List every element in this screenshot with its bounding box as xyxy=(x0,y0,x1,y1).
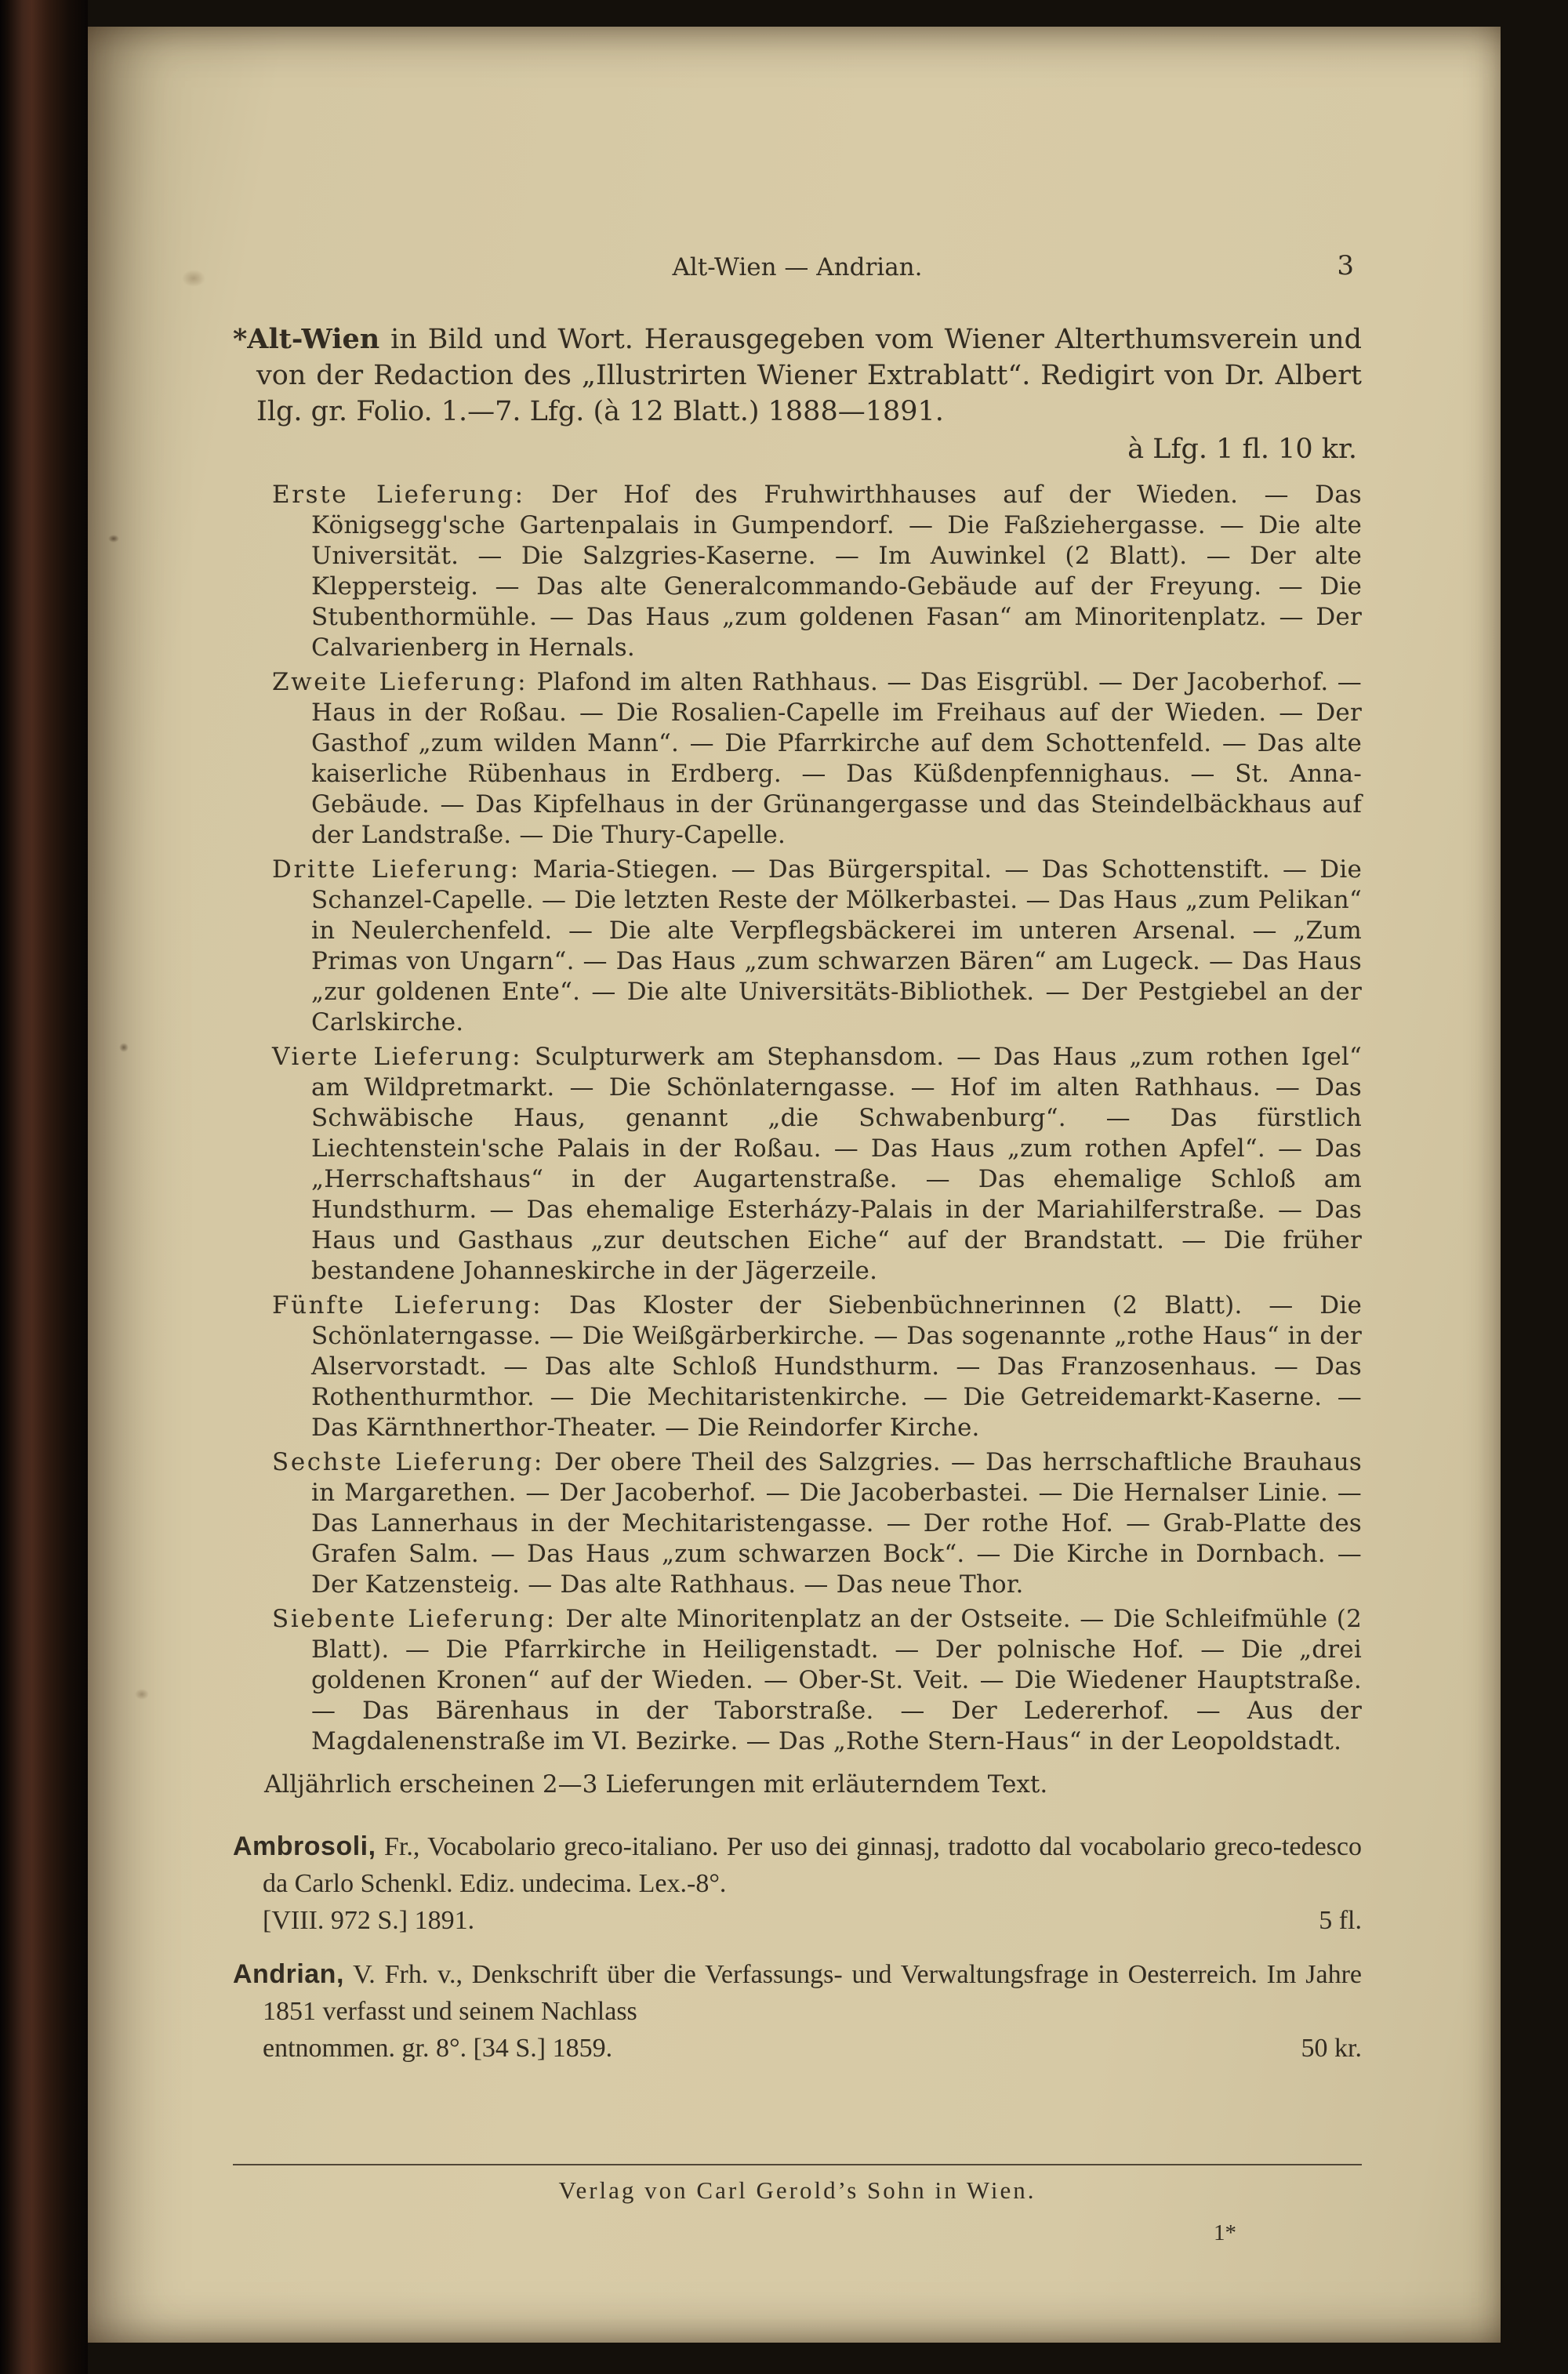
entry-andrian-price: 50 kr. xyxy=(1301,2034,1362,2063)
entry-alt-wien xyxy=(233,321,1362,430)
entry-alt-wien-headword: *Alt-Wien xyxy=(233,323,380,355)
entry-andrian-lastline xyxy=(233,2030,1362,2067)
page-number: 3 xyxy=(1337,250,1354,281)
lieferung-1-text: Der Hof des Fruhwirthhauses auf der Wieden. — Das Königsegg'sche Gartenpalais in Gumpendorf. — Die Faßziehergasse. — Die alte Universität. — Die Salzgries-Kaserne. — Im Auwinkel (2 Blatt). — Der alte Kleppersteig. — Das alte Generalcommando-Gebäude auf der Freyung. — Die Stubenthormühle. — Das Haus „zum goldenen Fasan“ am Minoritenplatz. — Der Calvarienberg in Hernals. xyxy=(311,481,1362,662)
lieferung-4-text: Sculpturwerk am Stephansdom. — Das Haus „zum rothen Igel“ am Wildpretmarkt. — Die Schönlaterngasse. — Hof im alten Rathhaus. — Das Schwäbische Haus, genannt „die Schwabenburg“. — Das fürstlich Liechtenstein'sche Palais in der Roßau. — Das Haus „zum rothen Apfel“. — Das „Herrschaftshaus“ in der Augartenstraße. — Das ehemalige Schloß am Hundsthurm. — Das ehemalige Esterházy-Palais in der Mariahilferstraße. — Das Haus und Gasthaus „zur deutschen Eiche“ auf der Brandstatt. — Die früher bestandene Johanneskirche in der Jägerzeile. xyxy=(311,1043,1362,1285)
lieferung-3-label: Dritte Lieferung: xyxy=(272,855,521,884)
lieferung-6 xyxy=(233,1447,1362,1600)
entry-alt-wien-text: in Bild und Wort. Herausgegeben vom Wiener Alterthumsverein und von der Redaction des „Illustrirten Wiener Extrablatt“. Redigirt von Dr. Albert Ilg. gr. Folio. 1.—7. Lfg. (à 12 Blatt.) 1888—1891. xyxy=(256,324,1362,427)
paper-stain xyxy=(135,1689,149,1700)
paper-stain xyxy=(119,1043,129,1052)
entry-alt-wien-price: à Lfg. 1 fl. 10 kr. xyxy=(1127,434,1357,465)
running-header xyxy=(233,250,1362,281)
entry-ambrosoli-text: Fr., Vocabolario greco-italiano. Per uso dei ginnasj, tradotto dal vocabolario greco-tedesco da Carlo Schenkl. Ediz. undecima. Lex.-8°. xyxy=(263,1832,1362,1898)
paper-stain xyxy=(182,270,205,287)
lieferung-5-label: Fünfte Lieferung: xyxy=(272,1291,543,1319)
book-page xyxy=(88,27,1501,2343)
entry-ambrosoli-lastline xyxy=(233,1902,1362,1939)
lieferung-7-text: Der alte Minoritenplatz an der Ostseite. — Die Schleifmühle (2 Blatt). — Die Pfarrkirche in Heiligenstadt. — Der polnische Hof. — Die „drei goldenen Kronen“ auf der Wieden. — Ober-St. Veit. — Die Wiedener Hauptstraße. — Das Bärenhaus in der Taborstraße. — Der Ledererhof. — Aus der Magdalenenstraße im VI. Bezirke. — Das „Rothe Stern-Haus“ in der Leopoldstadt. xyxy=(311,1605,1363,1755)
footer-rule xyxy=(233,2164,1362,2165)
entry-alt-wien-closing: Alljährlich erscheinen 2—3 Lieferungen mit erläuterndem Text. xyxy=(264,1770,1048,1799)
lieferung-5 xyxy=(233,1290,1362,1443)
paper-stain xyxy=(108,535,119,543)
lieferung-6-text: Der obere Theil des Salzgries. — Das herrschaftliche Brauhaus in Margarethen. — Der Jacoberhof. — Die Jacoberbastei. — Die Hernalser Linie. — Das Lannerhaus in der Mechitaristengasse. — Der rothe Hof. — Grab-Platte des Grafen Salm. — Das Haus „zum schwarzen Bock“. — Die Kirche in Dornbach. — Der Katzensteig. — Das alte Rathhaus. — Das neue Thor. xyxy=(311,1448,1362,1599)
entry-ambrosoli-detail: [VIII. 972 S.] 1891. xyxy=(263,1906,475,1935)
entry-ambrosoli-headword: Ambrosoli, xyxy=(233,1831,376,1861)
lieferung-2 xyxy=(233,667,1362,851)
entry-ambrosoli xyxy=(233,1828,1362,1939)
lieferung-6-label: Sechste Lieferung: xyxy=(272,1448,544,1476)
lieferung-1 xyxy=(233,480,1362,663)
lieferung-3-text: Maria-Stiegen. — Das Bürgerspital. — Das Schottenstift. — Die Schanzel-Capelle. — Die letzten Reste der Mölkerbastei. — Das Haus „zum Pelikan“ in Neulerchenfeld. — Die alte Verpflegsbäckerei im unteren Arsenal. — „Zum Primas von Ungarn“. — Das Haus „zum schwarzen Bären“ am Lugeck. — Das Haus „zur goldenen Ente“. — Die alte Universitäts-Bibliothek. — Der Pestgiebel an der Carlskirche. xyxy=(311,855,1362,1036)
lieferung-2-label: Zweite Lieferung: xyxy=(272,668,528,696)
entry-andrian-body xyxy=(233,1956,1362,2030)
entry-andrian-detail: entnommen. gr. 8°. [34 S.] 1859. xyxy=(263,2034,613,2063)
lieferung-7 xyxy=(233,1604,1362,1757)
lieferung-7-label: Siebente Lieferung: xyxy=(272,1605,557,1633)
page-footer xyxy=(233,2164,1362,2246)
lieferung-3 xyxy=(233,855,1362,1038)
running-header-title: Alt-Wien — Andrian. xyxy=(672,253,923,281)
page-content xyxy=(233,250,1363,2067)
lieferung-1-label: Erste Lieferung: xyxy=(272,481,525,509)
lieferung-4-label: Vierte Lieferung: xyxy=(272,1043,523,1071)
entry-ambrosoli-body xyxy=(233,1828,1362,1902)
entry-andrian-text: V. Frh. v., Denkschrift über die Verfassungs- und Verwaltungsfrage in Oesterreich. Im Jahre 1851 verfasst und seinem Nachlass xyxy=(263,1960,1362,2026)
lieferung-5-text: Das Kloster der Siebenbüchnerinnen (2 Blatt). — Die Schönlaterngasse. — Die Weißgärberkirche. — Das sogenannte „rothe Haus“ in der Alservorstadt. — Das alte Schloß Hundsthurm. — Das Franzosenhaus. — Das Rothenthurmthor. — Die Mechitaristenkirche. — Die Getreidemarkt-Kaserne. — Das Kärnthnerthor-Theater. — Die Reindorfer Kirche. xyxy=(311,1291,1363,1442)
signature-mark: 1* xyxy=(1214,2220,1236,2245)
lieferung-2-text: Plafond im alten Rathhaus. — Das Eisgrübl. — Der Jacoberhof. — Haus in der Roßau. — Die Rosalien-Capelle im Freihaus auf der Wieden. — Der Gasthof „zum wilden Mann“. — Die Pfarrkirche auf dem Schottenfeld. — Das alte kaiserliche Rübenhaus in Erdberg. — Das Küßdenpfennighaus. — St. Anna-Gebäude. — Das Kipfelhaus in der Grünangergasse und das Steindelbäckhaus auf der Landstraße. — Die Thury-Capelle. xyxy=(311,668,1362,849)
lieferung-4 xyxy=(233,1042,1362,1287)
book-binding-edge xyxy=(0,0,88,2374)
entry-andrian-headword: Andrian, xyxy=(233,1959,344,1989)
entry-ambrosoli-price: 5 fl. xyxy=(1319,1906,1362,1935)
publisher-imprint: Verlag von Carl Gerold’s Sohn in Wien. xyxy=(558,2176,1036,2204)
entry-andrian xyxy=(233,1956,1362,2067)
